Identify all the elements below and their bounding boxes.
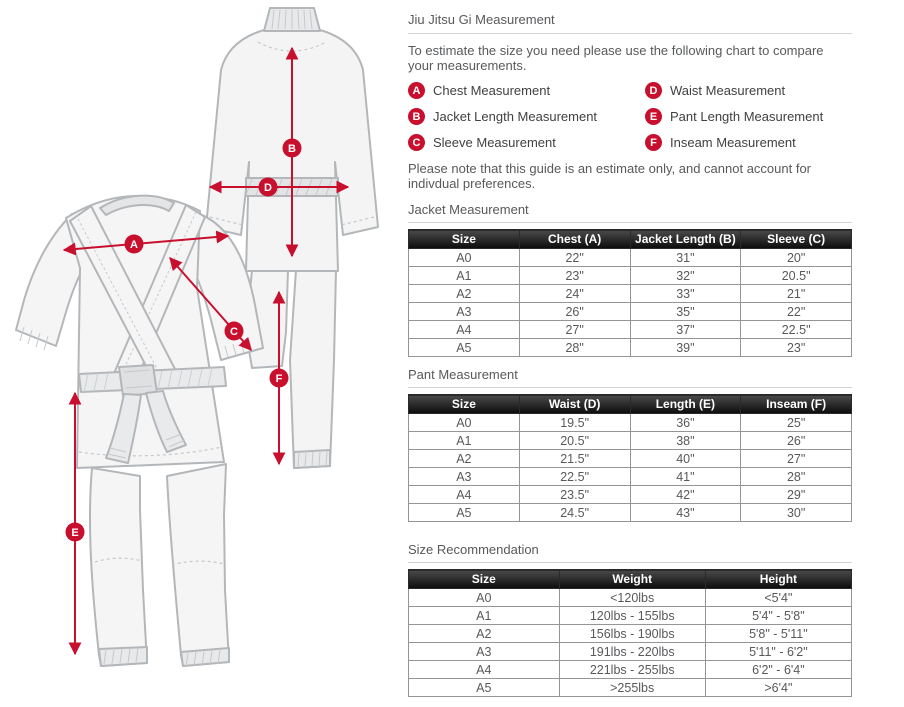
table-cell: 29" — [741, 486, 852, 504]
table-row — [409, 643, 852, 661]
marker-letter-b: B — [288, 143, 296, 155]
header-cell: Size — [409, 230, 520, 249]
header-cell: Height — [705, 570, 851, 589]
table-cell: 20" — [741, 249, 852, 267]
legend-item-chest — [408, 82, 645, 99]
table-cell: 27" — [741, 450, 852, 468]
header-cell: Jacket Length (B) — [630, 230, 741, 249]
table-cell: 5'11" - 6'2" — [705, 643, 851, 661]
table-cell: A2 — [409, 285, 520, 303]
table-cell: 156lbs - 190lbs — [559, 625, 705, 643]
legend-badge-c: C — [408, 134, 425, 151]
legend-badge-b: B — [408, 108, 425, 125]
table-row — [409, 249, 852, 267]
table-cell: A0 — [409, 589, 560, 607]
disclaimer-text: Please note that this guide is an estimate only, and cannot account for indivdual preferences. — [408, 161, 812, 191]
table-cell: <5'4" — [705, 589, 851, 607]
table-cell: A0 — [409, 249, 520, 267]
front-pant-left-leg — [90, 468, 147, 666]
table-cell: 21.5" — [519, 450, 630, 468]
legend-item-waist — [645, 82, 852, 99]
table-cell: A3 — [409, 643, 560, 661]
jacket-measurement-table — [408, 229, 852, 357]
pant-measurement-table — [408, 394, 852, 522]
jacket-section-title: Jacket Measurement — [408, 202, 529, 217]
table-cell: 26" — [741, 432, 852, 450]
legend-label-chest: Chest Measurement — [433, 83, 551, 98]
table-cell: 21" — [741, 285, 852, 303]
gi-diagram — [0, 0, 400, 695]
table-cell: 28" — [519, 339, 630, 357]
table-row — [409, 486, 852, 504]
table-cell: A4 — [409, 486, 520, 504]
table-cell: 22.5" — [741, 321, 852, 339]
table-cell: 5'4" - 5'8" — [705, 607, 851, 625]
table-cell: A1 — [409, 607, 560, 625]
legend-item-pant-length — [645, 108, 852, 125]
pant-section-title: Pant Measurement — [408, 367, 518, 382]
header-cell: Length (E) — [630, 395, 741, 414]
table-cell: 40" — [630, 450, 741, 468]
legend-label-pant-length: Pant Length Measurement — [670, 109, 824, 124]
legend-item-inseam — [645, 134, 852, 151]
legend-badge-e: E — [645, 108, 662, 125]
table-cell: A5 — [409, 679, 560, 697]
table-cell: A4 — [409, 321, 520, 339]
header-cell: Chest (A) — [519, 230, 630, 249]
page-title: Jiu Jitsu Gi Measurement — [408, 12, 555, 27]
legend-label-waist: Waist Measurement — [670, 83, 786, 98]
title-divider — [408, 33, 852, 34]
marker-letter-d: D — [264, 182, 272, 194]
table-cell: >6'4" — [705, 679, 851, 697]
table-cell: 191lbs - 220lbs — [559, 643, 705, 661]
table-cell: A1 — [409, 432, 520, 450]
table-cell: 35" — [630, 303, 741, 321]
table-row — [409, 321, 852, 339]
table-cell: 20.5" — [741, 267, 852, 285]
front-pant-right-leg — [167, 464, 229, 666]
table-cell: <120lbs — [559, 589, 705, 607]
table-row — [409, 607, 852, 625]
table-cell: 36" — [630, 414, 741, 432]
table-cell: 22" — [519, 249, 630, 267]
size-section-divider — [408, 562, 852, 563]
table-row — [409, 468, 852, 486]
table-cell: 41" — [630, 468, 741, 486]
table-cell: 30" — [741, 504, 852, 522]
header-cell: Size — [409, 395, 520, 414]
front-pant-cuff-left — [99, 647, 147, 666]
table-cell: 26" — [519, 303, 630, 321]
table-cell: 39" — [630, 339, 741, 357]
marker-letter-f: F — [275, 373, 283, 385]
back-pant-right-leg — [290, 270, 336, 468]
table-row — [409, 679, 852, 697]
header-cell: Weight — [559, 570, 705, 589]
table-header-row — [409, 395, 852, 414]
table-row — [409, 589, 852, 607]
legend-item-sleeve — [408, 134, 645, 151]
header-cell: Waist (D) — [519, 395, 630, 414]
legend-badge-f: F — [645, 134, 662, 151]
table-cell: 221lbs - 255lbs — [559, 661, 705, 679]
table-row — [409, 267, 852, 285]
intro-text: To estimate the size you need please use the following chart to compare your measurements. — [408, 43, 824, 73]
legend-badge-a: A — [408, 82, 425, 99]
table-cell: 38" — [630, 432, 741, 450]
marker-letter-c: C — [230, 326, 238, 338]
table-row — [409, 661, 852, 679]
table-row — [409, 285, 852, 303]
table-cell: 5'8" - 5'11" — [705, 625, 851, 643]
table-cell: 31" — [630, 249, 741, 267]
belt-knot — [119, 365, 157, 396]
jacket-section-divider — [408, 222, 852, 223]
table-cell: A5 — [409, 339, 520, 357]
gi-front-view — [16, 196, 263, 667]
table-cell: 33" — [630, 285, 741, 303]
front-pant-cuff-right — [181, 648, 229, 666]
table-cell: 42" — [630, 486, 741, 504]
header-cell: Sleeve (C) — [741, 230, 852, 249]
table-header-row — [409, 570, 852, 589]
marker-letter-a: A — [130, 239, 138, 251]
header-cell: Size — [409, 570, 560, 589]
table-cell: A3 — [409, 303, 520, 321]
measurement-guide-panel — [408, 12, 852, 707]
table-cell: 23.5" — [519, 486, 630, 504]
size-section-title: Size Recommendation — [408, 542, 539, 557]
marker-letter-e: E — [71, 527, 79, 539]
legend-item-jacket-length — [408, 108, 645, 125]
table-cell: 24" — [519, 285, 630, 303]
table-cell: 27" — [519, 321, 630, 339]
table-cell: >255lbs — [559, 679, 705, 697]
gi-measurement-illustration — [0, 0, 400, 695]
table-cell: 23" — [741, 339, 852, 357]
table-row — [409, 339, 852, 357]
table-row — [409, 414, 852, 432]
legend-label-inseam: Inseam Measurement — [670, 135, 796, 150]
table-row — [409, 432, 852, 450]
table-cell: A0 — [409, 414, 520, 432]
table-cell: A1 — [409, 267, 520, 285]
table-cell: 22.5" — [519, 468, 630, 486]
table-row — [409, 303, 852, 321]
table-cell: 23" — [519, 267, 630, 285]
pant-section-divider — [408, 387, 852, 388]
table-cell: 120lbs - 155lbs — [559, 607, 705, 625]
size-recommendation-table — [408, 569, 852, 697]
table-cell: 28" — [741, 468, 852, 486]
table-cell: 20.5" — [519, 432, 630, 450]
table-cell: 22" — [741, 303, 852, 321]
legend-label-sleeve: Sleeve Measurement — [433, 135, 556, 150]
table-cell: 19.5" — [519, 414, 630, 432]
table-cell: 43" — [630, 504, 741, 522]
table-row — [409, 504, 852, 522]
legend-badge-d: D — [645, 82, 662, 99]
table-cell: A3 — [409, 468, 520, 486]
measurement-legend — [408, 82, 852, 151]
table-cell: 24.5" — [519, 504, 630, 522]
table-cell: 25" — [741, 414, 852, 432]
table-row — [409, 450, 852, 468]
table-row — [409, 625, 852, 643]
table-cell: A2 — [409, 450, 520, 468]
header-cell: Inseam (F) — [741, 395, 852, 414]
table-cell: A2 — [409, 625, 560, 643]
table-cell: A4 — [409, 661, 560, 679]
table-header-row — [409, 230, 852, 249]
table-cell: 32" — [630, 267, 741, 285]
table-cell: A5 — [409, 504, 520, 522]
legend-label-jacket-length: Jacket Length Measurement — [433, 109, 598, 124]
table-cell: 37" — [630, 321, 741, 339]
table-cell: 6'2" - 6'4" — [705, 661, 851, 679]
